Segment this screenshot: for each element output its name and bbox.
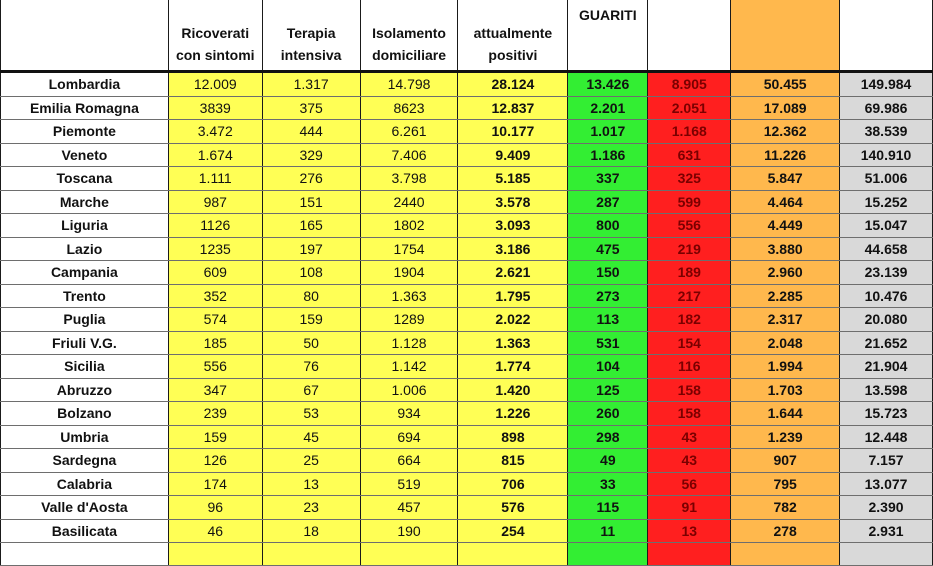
table-row xyxy=(1,519,933,543)
cell-tamponi: 21.904 xyxy=(840,355,933,379)
cell-region: Sicilia xyxy=(1,355,169,379)
cell-totali: 2.317 xyxy=(731,308,840,332)
cell-deceduti: 2.051 xyxy=(648,96,731,120)
cell-deceduti: 189 xyxy=(648,261,731,285)
cell-guariti: 49 xyxy=(568,449,648,473)
table-row xyxy=(1,120,933,144)
header-positivi: attualmente positivi xyxy=(458,0,568,72)
table-row xyxy=(1,143,933,167)
cell-tamponi: 15.047 xyxy=(840,214,933,238)
cell-positivi: 1.226 xyxy=(458,402,568,426)
cell-isolamento: 664 xyxy=(360,449,458,473)
header-tamponi xyxy=(840,0,933,72)
cell-deceduti: 43 xyxy=(648,449,731,473)
table-row xyxy=(1,190,933,214)
cell-deceduti: 116 xyxy=(648,355,731,379)
table-row xyxy=(1,167,933,191)
cell-positivi: 1.795 xyxy=(458,284,568,308)
cell-totali xyxy=(731,543,840,566)
cell-totali: 4.449 xyxy=(731,214,840,238)
cell-isolamento: 457 xyxy=(360,496,458,520)
cell-isolamento: 7.406 xyxy=(360,143,458,167)
header-guariti: GUARITI xyxy=(568,0,648,72)
cell-totali: 1.644 xyxy=(731,402,840,426)
cell-totali: 17.089 xyxy=(731,96,840,120)
cell-terapia: 329 xyxy=(262,143,360,167)
cell-deceduti: 158 xyxy=(648,402,731,426)
cell-totali: 12.362 xyxy=(731,120,840,144)
table-row xyxy=(1,472,933,496)
table-row xyxy=(1,331,933,355)
cell-tamponi: 51.006 xyxy=(840,167,933,191)
cell-tamponi: 2.931 xyxy=(840,519,933,543)
table-row xyxy=(1,378,933,402)
table-row xyxy=(1,96,933,120)
cell-region: Calabria xyxy=(1,472,169,496)
cell-ricoverati: 185 xyxy=(168,331,262,355)
cell-positivi: 12.837 xyxy=(458,96,568,120)
cell-isolamento: 190 xyxy=(360,519,458,543)
cell-totali: 50.455 xyxy=(731,72,840,97)
cell-ricoverati: 1235 xyxy=(168,237,262,261)
header-totali xyxy=(731,0,840,72)
header-ricoverati: Ricoverati con sintomi xyxy=(168,0,262,72)
table-row xyxy=(1,72,933,97)
cell-isolamento xyxy=(360,543,458,566)
cell-deceduti: 91 xyxy=(648,496,731,520)
table-row xyxy=(1,237,933,261)
cell-positivi: 2.621 xyxy=(458,261,568,285)
cell-totali: 1.703 xyxy=(731,378,840,402)
cell-totali: 278 xyxy=(731,519,840,543)
cell-positivi: 815 xyxy=(458,449,568,473)
cell-tamponi: 44.658 xyxy=(840,237,933,261)
cell-region: Abruzzo xyxy=(1,378,169,402)
cell-ricoverati: 556 xyxy=(168,355,262,379)
table-row xyxy=(1,496,933,520)
cell-guariti: 115 xyxy=(568,496,648,520)
cell-region: Puglia xyxy=(1,308,169,332)
cell-positivi: 3.186 xyxy=(458,237,568,261)
cell-tamponi: 20.080 xyxy=(840,308,933,332)
cell-region: Emilia Romagna xyxy=(1,96,169,120)
cell-tamponi: 2.390 xyxy=(840,496,933,520)
cell-deceduti: 13 xyxy=(648,519,731,543)
cell-tamponi xyxy=(840,543,933,566)
cell-isolamento: 694 xyxy=(360,425,458,449)
cell-terapia: 151 xyxy=(262,190,360,214)
cell-ricoverati: 174 xyxy=(168,472,262,496)
cell-totali: 907 xyxy=(731,449,840,473)
cell-totali: 2.285 xyxy=(731,284,840,308)
cell-positivi: 1.420 xyxy=(458,378,568,402)
header-deceduti xyxy=(648,0,731,72)
cell-totali: 795 xyxy=(731,472,840,496)
cell-isolamento: 8623 xyxy=(360,96,458,120)
cell-guariti: 104 xyxy=(568,355,648,379)
cell-ricoverati: 352 xyxy=(168,284,262,308)
cell-terapia: 1.317 xyxy=(262,72,360,97)
header-row xyxy=(1,0,933,72)
table-row xyxy=(1,214,933,238)
cell-terapia: 197 xyxy=(262,237,360,261)
cell-isolamento: 3.798 xyxy=(360,167,458,191)
cell-region: Valle d'Aosta xyxy=(1,496,169,520)
table-row xyxy=(1,284,933,308)
cell-guariti: 531 xyxy=(568,331,648,355)
cell-tamponi: 140.910 xyxy=(840,143,933,167)
cell-tamponi: 149.984 xyxy=(840,72,933,97)
cell-positivi: 5.185 xyxy=(458,167,568,191)
cell-terapia: 80 xyxy=(262,284,360,308)
cell-isolamento: 2440 xyxy=(360,190,458,214)
cell-terapia: 53 xyxy=(262,402,360,426)
cell-terapia xyxy=(262,543,360,566)
cell-terapia: 18 xyxy=(262,519,360,543)
header-isolamento: Isolamento domiciliare xyxy=(360,0,458,72)
cell-deceduti: 556 xyxy=(648,214,731,238)
cell-tamponi: 13.077 xyxy=(840,472,933,496)
table-row xyxy=(1,425,933,449)
cell-deceduti: 325 xyxy=(648,167,731,191)
cell-region: Toscana xyxy=(1,167,169,191)
cell-region: Sardegna xyxy=(1,449,169,473)
cell-guariti: 1.017 xyxy=(568,120,648,144)
cell-region: Campania xyxy=(1,261,169,285)
cell-ricoverati: 3.472 xyxy=(168,120,262,144)
cell-ricoverati: 347 xyxy=(168,378,262,402)
cell-tamponi: 13.598 xyxy=(840,378,933,402)
cell-totali: 5.847 xyxy=(731,167,840,191)
cell-ricoverati: 1.111 xyxy=(168,167,262,191)
cell-positivi: 576 xyxy=(458,496,568,520)
cell-positivi: 898 xyxy=(458,425,568,449)
cell-region: Friuli V.G. xyxy=(1,331,169,355)
cell-isolamento: 1754 xyxy=(360,237,458,261)
cell-isolamento: 1904 xyxy=(360,261,458,285)
cell-guariti: 273 xyxy=(568,284,648,308)
cell-terapia: 108 xyxy=(262,261,360,285)
cell-deceduti: 599 xyxy=(648,190,731,214)
cell-tamponi: 15.723 xyxy=(840,402,933,426)
cell-isolamento: 14.798 xyxy=(360,72,458,97)
cell-positivi xyxy=(458,543,568,566)
cell-guariti: 33 xyxy=(568,472,648,496)
cell-region: Veneto xyxy=(1,143,169,167)
cell-deceduti: 217 xyxy=(648,284,731,308)
cell-terapia: 159 xyxy=(262,308,360,332)
cell-ricoverati: 126 xyxy=(168,449,262,473)
cell-terapia: 444 xyxy=(262,120,360,144)
cell-isolamento: 1289 xyxy=(360,308,458,332)
cell-ricoverati: 609 xyxy=(168,261,262,285)
cell-terapia: 23 xyxy=(262,496,360,520)
cell-positivi: 254 xyxy=(458,519,568,543)
cell-region: Basilicata xyxy=(1,519,169,543)
cell-isolamento: 1.128 xyxy=(360,331,458,355)
cell-terapia: 276 xyxy=(262,167,360,191)
cell-region: Bolzano xyxy=(1,402,169,426)
cell-tamponi: 21.652 xyxy=(840,331,933,355)
header-terapia: Terapia intensiva xyxy=(262,0,360,72)
cell-ricoverati: 3839 xyxy=(168,96,262,120)
cell-region xyxy=(1,543,169,566)
cell-isolamento: 6.261 xyxy=(360,120,458,144)
table-row xyxy=(1,355,933,379)
cell-ricoverati: 574 xyxy=(168,308,262,332)
cell-terapia: 45 xyxy=(262,425,360,449)
cell-ricoverati: 96 xyxy=(168,496,262,520)
cell-totali: 1.994 xyxy=(731,355,840,379)
cell-guariti: 13.426 xyxy=(568,72,648,97)
cell-totali: 3.880 xyxy=(731,237,840,261)
cell-deceduti xyxy=(648,543,731,566)
cell-guariti: 125 xyxy=(568,378,648,402)
cell-positivi: 2.022 xyxy=(458,308,568,332)
cell-region: Liguria xyxy=(1,214,169,238)
table-row xyxy=(1,261,933,285)
cell-tamponi: 7.157 xyxy=(840,449,933,473)
cell-region: Lombardia xyxy=(1,72,169,97)
header-region xyxy=(1,0,169,72)
cell-ricoverati: 12.009 xyxy=(168,72,262,97)
cell-guariti: 11 xyxy=(568,519,648,543)
cell-positivi: 28.124 xyxy=(458,72,568,97)
cell-guariti: 2.201 xyxy=(568,96,648,120)
cell-ricoverati: 1.674 xyxy=(168,143,262,167)
cell-terapia: 165 xyxy=(262,214,360,238)
cell-terapia: 76 xyxy=(262,355,360,379)
cell-totali: 11.226 xyxy=(731,143,840,167)
cell-terapia: 50 xyxy=(262,331,360,355)
cell-positivi: 10.177 xyxy=(458,120,568,144)
cell-guariti: 150 xyxy=(568,261,648,285)
cell-deceduti: 154 xyxy=(648,331,731,355)
table-row-cutoff xyxy=(1,543,933,566)
cell-deceduti: 56 xyxy=(648,472,731,496)
cell-terapia: 13 xyxy=(262,472,360,496)
cell-tamponi: 69.986 xyxy=(840,96,933,120)
cell-deceduti: 631 xyxy=(648,143,731,167)
cell-guariti: 475 xyxy=(568,237,648,261)
cell-tamponi: 23.139 xyxy=(840,261,933,285)
cell-region: Marche xyxy=(1,190,169,214)
cell-terapia: 375 xyxy=(262,96,360,120)
cell-tamponi: 12.448 xyxy=(840,425,933,449)
cell-positivi: 3.578 xyxy=(458,190,568,214)
cell-tamponi: 38.539 xyxy=(840,120,933,144)
cell-ricoverati: 1126 xyxy=(168,214,262,238)
cell-isolamento: 1.363 xyxy=(360,284,458,308)
cell-guariti: 260 xyxy=(568,402,648,426)
cell-deceduti: 158 xyxy=(648,378,731,402)
cell-ricoverati: 987 xyxy=(168,190,262,214)
cell-region: Piemonte xyxy=(1,120,169,144)
cell-positivi: 3.093 xyxy=(458,214,568,238)
cell-region: Trento xyxy=(1,284,169,308)
cell-deceduti: 43 xyxy=(648,425,731,449)
cell-isolamento: 934 xyxy=(360,402,458,426)
cell-tamponi: 15.252 xyxy=(840,190,933,214)
cell-guariti: 800 xyxy=(568,214,648,238)
cell-terapia: 25 xyxy=(262,449,360,473)
cell-isolamento: 1.006 xyxy=(360,378,458,402)
cell-region: Umbria xyxy=(1,425,169,449)
cell-region: Lazio xyxy=(1,237,169,261)
cell-deceduti: 8.905 xyxy=(648,72,731,97)
cell-totali: 1.239 xyxy=(731,425,840,449)
cell-positivi: 706 xyxy=(458,472,568,496)
table-row xyxy=(1,308,933,332)
cell-guariti: 287 xyxy=(568,190,648,214)
cell-isolamento: 519 xyxy=(360,472,458,496)
cell-guariti: 298 xyxy=(568,425,648,449)
cell-isolamento: 1.142 xyxy=(360,355,458,379)
cell-guariti: 1.186 xyxy=(568,143,648,167)
cell-positivi: 1.363 xyxy=(458,331,568,355)
cell-ricoverati: 46 xyxy=(168,519,262,543)
cell-terapia: 67 xyxy=(262,378,360,402)
cell-tamponi: 10.476 xyxy=(840,284,933,308)
table-row xyxy=(1,449,933,473)
cell-guariti: 337 xyxy=(568,167,648,191)
cell-ricoverati: 159 xyxy=(168,425,262,449)
cell-totali: 4.464 xyxy=(731,190,840,214)
cell-positivi: 1.774 xyxy=(458,355,568,379)
cell-ricoverati xyxy=(168,543,262,566)
cell-isolamento: 1802 xyxy=(360,214,458,238)
cell-totali: 782 xyxy=(731,496,840,520)
cell-deceduti: 182 xyxy=(648,308,731,332)
cell-guariti xyxy=(568,543,648,566)
cell-totali: 2.960 xyxy=(731,261,840,285)
cell-totali: 2.048 xyxy=(731,331,840,355)
cell-guariti: 113 xyxy=(568,308,648,332)
cell-deceduti: 1.168 xyxy=(648,120,731,144)
table-row xyxy=(1,402,933,426)
cell-deceduti: 219 xyxy=(648,237,731,261)
cell-ricoverati: 239 xyxy=(168,402,262,426)
cell-positivi: 9.409 xyxy=(458,143,568,167)
